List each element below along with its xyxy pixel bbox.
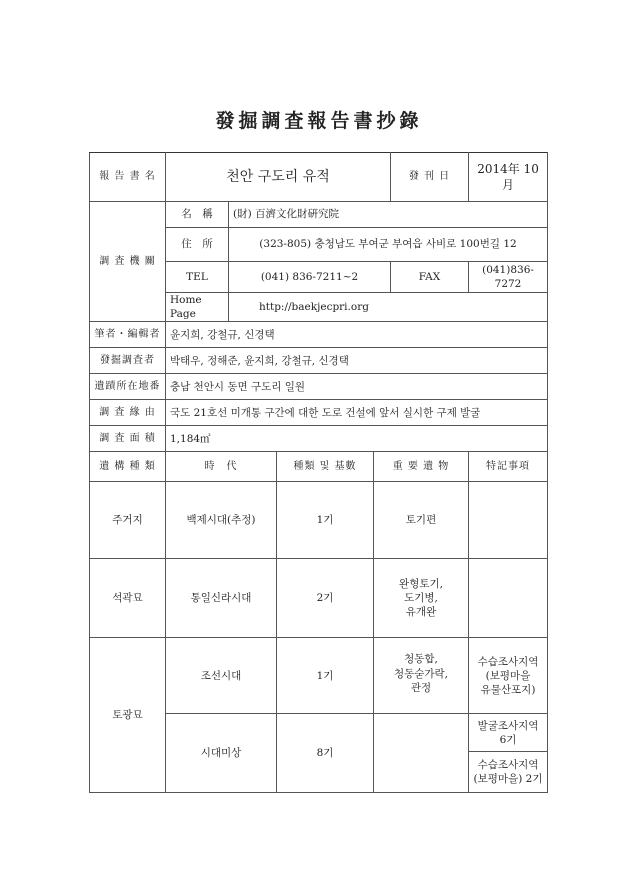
remains-artifacts: 완형토기, 도기병, 유개완 <box>374 559 469 638</box>
tel-value: (041) 836-7211~2 <box>229 262 391 293</box>
institution-name-label: 名 稱 <box>166 202 229 228</box>
publish-date-label: 發 刊 日 <box>391 153 469 202</box>
remains-row <box>90 638 548 714</box>
remains-artifacts: 청동합, 청동숟가락, 관정 <box>374 638 469 714</box>
remains-notes: 발굴조사지역 6기 <box>469 714 548 752</box>
remains-artifacts <box>374 714 469 793</box>
fax-value: (041)836-7272 <box>469 262 548 293</box>
location-value: 충남 천안시 동면 구도리 일원 <box>166 374 548 400</box>
homepage-value: http://baekjecpri.org <box>229 293 548 322</box>
document-title: 發掘調査報告書抄錄 <box>215 110 423 132</box>
excavators-value: 박태우, 정해준, 윤지희, 강철규, 신경택 <box>166 348 548 374</box>
authors-label: 筆者・編輯者 <box>90 322 166 348</box>
remains-period: 시대미상 <box>166 714 277 793</box>
report-name-label: 報 告 書 名 <box>90 153 166 202</box>
institution-name-value: (財) 百濟文化財硏究院 <box>229 202 548 228</box>
reason-value: 국도 21호선 미개통 구간에 대한 도로 건설에 앞서 실시한 구제 발굴 <box>166 400 548 426</box>
authors-value: 윤지희, 강철규, 신경택 <box>166 322 548 348</box>
remains-notes: 수습조사지역 (보평마을) 2기 <box>469 752 548 793</box>
report-name-value: 천안 구도리 유적 <box>166 153 391 202</box>
homepage-label: Home Page <box>166 293 229 322</box>
location-label: 遺蹟所在地番 <box>90 374 166 400</box>
reason-row <box>90 400 548 426</box>
reason-label: 調 査 緣 由 <box>90 400 166 426</box>
authors-row <box>90 322 548 348</box>
tel-label: TEL <box>166 262 229 293</box>
excavators-row <box>90 348 548 374</box>
remains-count: 8기 <box>277 714 374 793</box>
remains-row <box>90 559 548 638</box>
remains-type: 석곽묘 <box>90 559 166 638</box>
remains-artifacts: 토기편 <box>374 482 469 559</box>
excavators-label: 發掘調査者 <box>90 348 166 374</box>
report-summary-table <box>89 152 548 793</box>
remains-notes <box>469 482 548 559</box>
remains-count: 2기 <box>277 559 374 638</box>
location-row <box>90 374 548 400</box>
remains-period: 백제시대(추정) <box>166 482 277 559</box>
area-value: 1,184㎡ <box>166 426 548 452</box>
area-row <box>90 426 548 452</box>
remains-period: 통일신라시대 <box>166 559 277 638</box>
remains-header-row <box>90 452 548 482</box>
institution-label: 調 査 機 關 <box>90 202 166 322</box>
remains-type: 토광묘 <box>90 638 166 793</box>
remains-period: 조선시대 <box>166 638 277 714</box>
area-label: 調 査 面 積 <box>90 426 166 452</box>
remains-period-header: 時 代 <box>166 452 277 482</box>
remains-count: 1기 <box>277 482 374 559</box>
remains-artifacts-header: 重 要 遺 物 <box>374 452 469 482</box>
fax-label: FAX <box>391 262 469 293</box>
remains-type: 주거지 <box>90 482 166 559</box>
remains-notes-header: 特記事項 <box>469 452 548 482</box>
remains-row <box>90 482 548 559</box>
remains-notes: 수습조사지역 (보평마을 유물산포지) <box>469 638 548 714</box>
remains-count-header: 種類 및 基數 <box>277 452 374 482</box>
institution-name-row <box>90 202 548 228</box>
publish-date-value: 2014年 10月 <box>469 153 548 202</box>
report-name-row <box>90 153 548 202</box>
remains-type-header: 遺 構 種 類 <box>90 452 166 482</box>
institution-address-value: (323-805) 충청남도 부여군 부여읍 사비로 100번길 12 <box>229 228 548 262</box>
remains-count: 1기 <box>277 638 374 714</box>
institution-address-label: 住 所 <box>166 228 229 262</box>
remains-notes <box>469 559 548 638</box>
